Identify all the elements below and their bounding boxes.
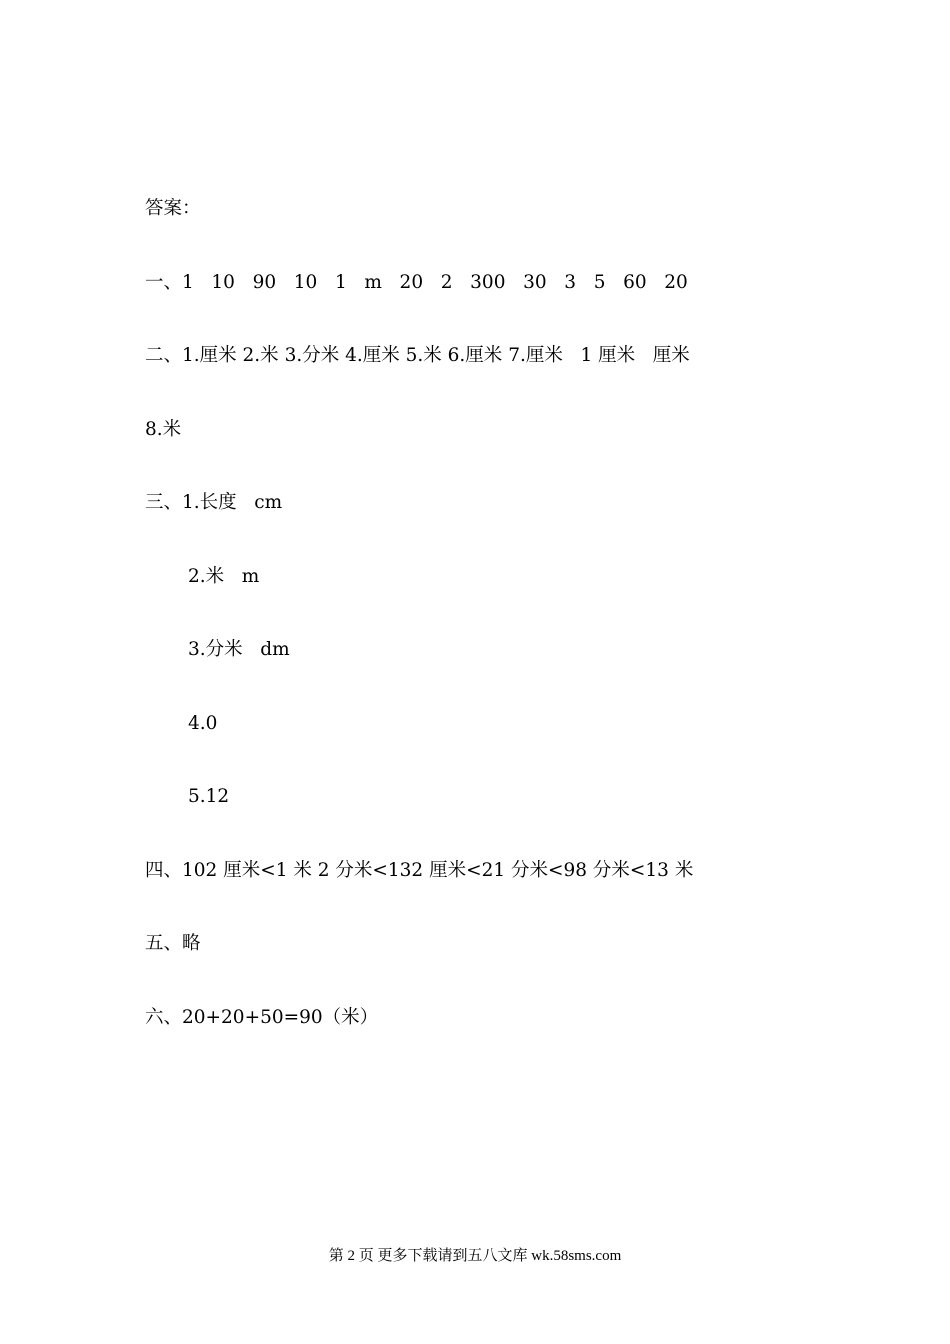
answer-part-3-item: 2.米 m	[188, 565, 260, 587]
answer-part-3-item: 3.分米 dm	[188, 639, 290, 660]
answer-part-2-continued: 8.米	[145, 418, 182, 440]
answer-part-2: 二、1.厘米 2.米 3.分米 4.厘米 5.米 6.厘米 7.厘米 1 厘米 厘米	[145, 345, 690, 366]
answer-part-6: 六、20+20+50=90（米）	[145, 1006, 379, 1028]
answer-part-3-item: 5.12	[188, 786, 230, 807]
answer-part-3: 三、1.长度 cm	[145, 492, 283, 513]
answer-heading: 答案：	[145, 198, 201, 219]
answer-part-1: 一、1 10 90 10 1 m 20 2 300 30 3 5 60 20	[145, 271, 688, 293]
answer-part-3-item: 4.0	[188, 712, 218, 734]
answer-part-4: 四、102 厘米<1 米 2 分米<132 厘米<21 分米<98 分米<13 米	[145, 859, 694, 881]
answer-part-5: 五、略	[145, 933, 201, 954]
answer-section	[145, 148, 815, 1079]
page-footer: 第 2 页 更多下载请到五八文库 wk.58sms.com	[328, 1248, 622, 1264]
